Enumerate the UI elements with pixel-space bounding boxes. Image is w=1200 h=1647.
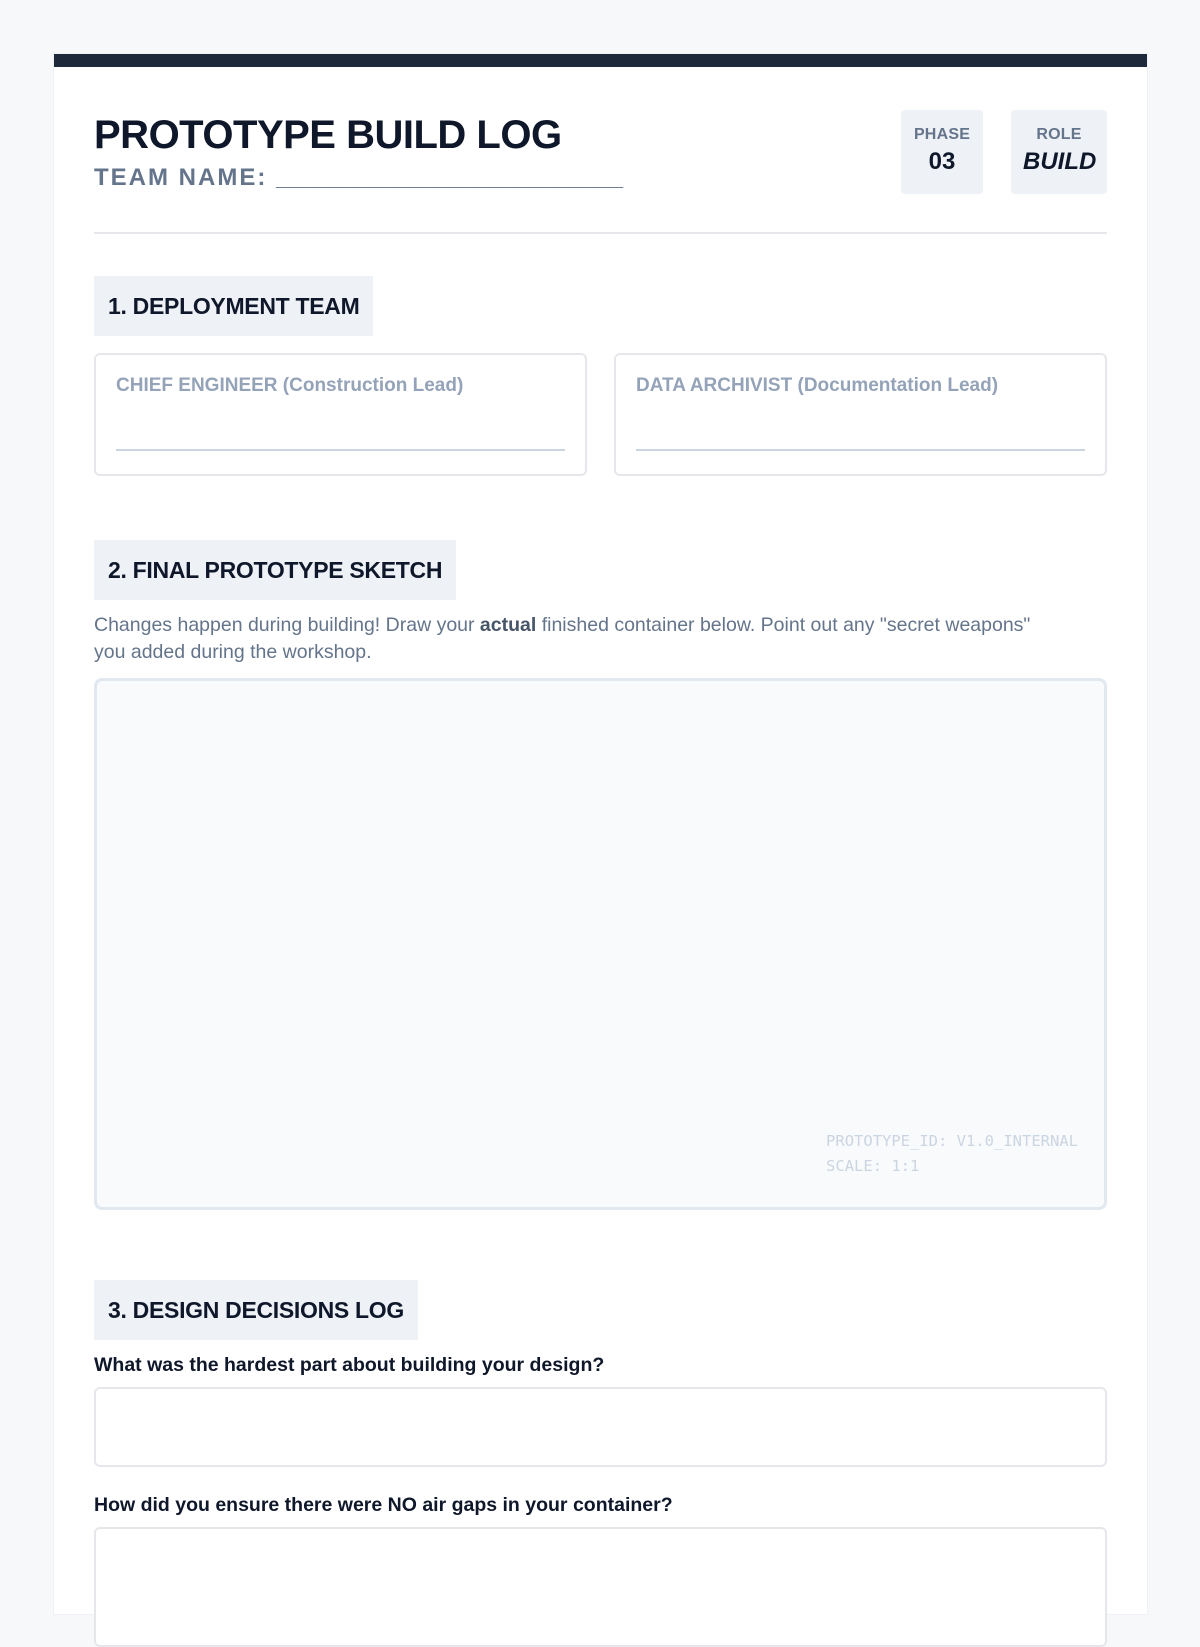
section-heading-deployment-team: 1. DEPLOYMENT TEAM: [94, 276, 373, 336]
worksheet-content: [94, 67, 1107, 1516]
phase-label: PHASE: [913, 126, 971, 143]
team-name-field: [94, 163, 623, 193]
data-archivist-write-line[interactable]: [636, 449, 1085, 451]
role-badge: [1011, 110, 1107, 194]
sketch-metadata: [826, 1129, 1078, 1179]
data-archivist-card[interactable]: [614, 353, 1107, 476]
chief-engineer-label: CHIEF ENGINEER (Construction Lead): [116, 375, 464, 396]
question-air-gaps: How did you ensure there were NO air gaps in your container?: [94, 1494, 673, 1516]
phase-badge: [901, 110, 983, 194]
sketch-instructions-emphasis: actual: [479, 614, 537, 636]
role-value: BUILD: [1023, 148, 1097, 175]
answer-air-gaps[interactable]: [94, 1527, 1107, 1647]
role-label: ROLE: [1036, 126, 1082, 143]
sketch-instructions: [94, 612, 1047, 666]
meta-badges: [901, 110, 1107, 194]
chief-engineer-card[interactable]: [94, 353, 587, 476]
phase-value: 03: [928, 148, 956, 175]
section-heading-design-decisions: 3. DESIGN DECISIONS LOG: [94, 1280, 418, 1340]
worksheet-page: [54, 54, 1147, 1614]
data-archivist-label: DATA ARCHIVIST (Documentation Lead): [636, 375, 999, 396]
chief-engineer-write-line[interactable]: [116, 449, 565, 451]
scale-text: SCALE: 1:1: [826, 1157, 920, 1175]
team-name-label: TEAM NAME:: [94, 164, 268, 191]
team-name-blank: __________________________: [276, 164, 624, 191]
sketch-instructions-end: finished container below. Point out any "secret weapons" you added during the workshop.: [94, 614, 1031, 663]
question-hardest-part: What was the hardest part about building your design?: [94, 1354, 605, 1376]
page-title: PROTOTYPE BUILD LOG: [94, 113, 562, 157]
answer-hardest-part[interactable]: [94, 1387, 1107, 1467]
sketch-area[interactable]: [94, 678, 1107, 1210]
sketch-instructions-start: Changes happen during building! Draw your: [94, 614, 480, 636]
deployment-team-grid: [94, 353, 1107, 476]
worksheet-header: [94, 67, 1107, 234]
section-heading-final-sketch: 2. FINAL PROTOTYPE SKETCH: [94, 540, 456, 600]
prototype-id-text: PROTOTYPE_ID: V1.0_INTERNAL: [826, 1132, 1078, 1150]
